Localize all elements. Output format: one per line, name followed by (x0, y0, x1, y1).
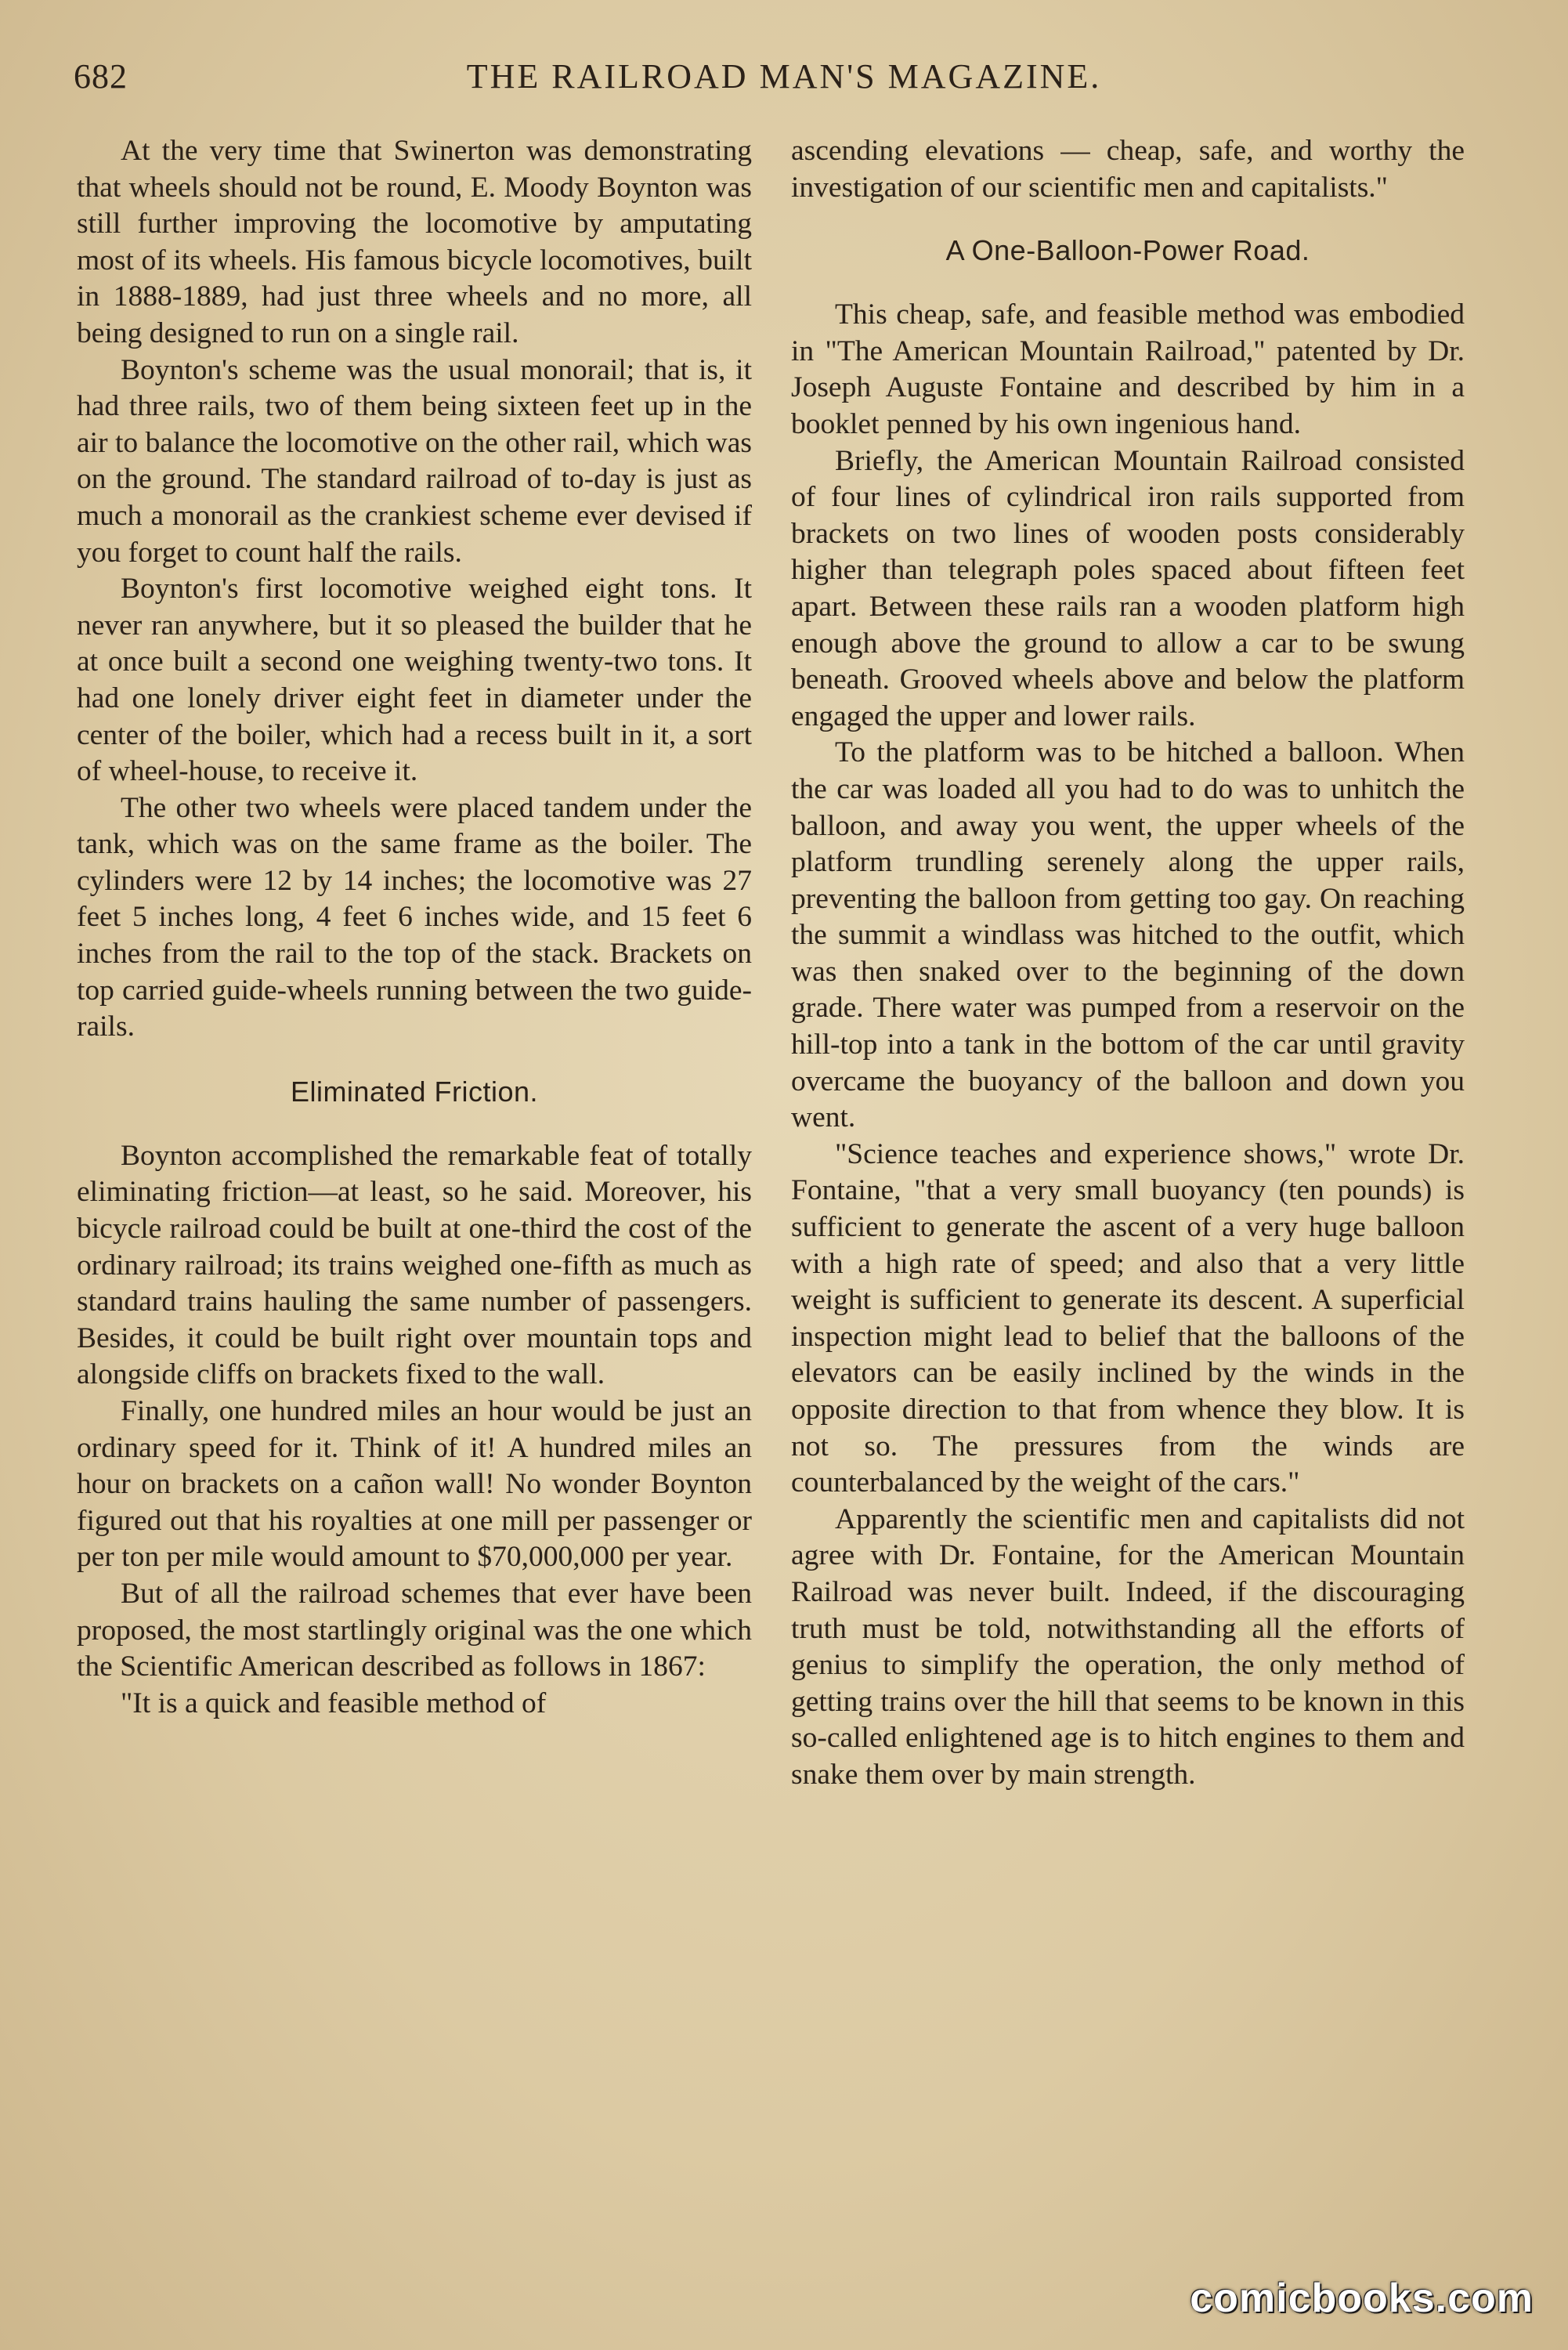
paragraph: Boynton's first locomotive weighed eight tons. It never ran anywhere, but it so pleased the builder that he at once built a second one weighing twenty-two tons. It had one lonely driver eight feet in diameter under the center of the boiler, which had a recess built in it, a sort of wheel-house, to receive it. (77, 573, 752, 788)
running-head (0, 47, 1568, 110)
paragraph-continuation: ascending elevations — cheap, safe, and worthy the investigation of our scientific men and capitalists." (791, 135, 1465, 204)
paragraph: Briefly, the American Mountain Railroad consisted of four lines of cylindrical iron rails supported from brackets on two lines of wooden posts considerably higher than telegraph poles spaced about fifteen feet apart. Between these rails ran a wooden platform high enough above the ground to allow a car to be swung beneath. Grooved wheels above and below the platform engaged the upper and lower rails. (791, 444, 1465, 732)
paragraph: Boynton's scheme was the usual monorail; that is, it had three rails, two of them being sixteen feet up in the air to balance the locomotive on the other rail, which was on the ground. The standard railroad of to-day is just as much a monorail as the crankiest scheme ever devised if you forget to count half the rails. (77, 353, 752, 569)
section-heading: Eliminated Friction. (290, 1075, 539, 1108)
paragraph: To the platform was to be hitched a balloon. When the car was loaded all you had to do was to unhitch the balloon, and away you went, the upper wheels of the platform trundling serenely along the upper rails, preventing the balloon from getting too gay. On reaching the summit a windlass was hitched to the outfit, which was then snaked over to the beginning of the down grade. There water was pumped from a reservoir on the hill-top into a tank in the bottom of the car until gravity overcame the buoyancy of the balloon and down you went. (791, 736, 1465, 1134)
right-column (791, 133, 1465, 1794)
paragraph: This cheap, safe, and feasible method was embodied in "The American Mountain Railroad," patented by Dr. Joseph Auguste Fontaine and described by him in a booklet penned by his own ingenious hand. (791, 298, 1465, 440)
site-watermark: comicbooks.com (1190, 2276, 1534, 2321)
paragraph: "It is a quick and feasible method of (121, 1687, 547, 1719)
paragraph: "Science teaches and experience shows," wrote Dr. Fontaine, "that a very small buoyancy (ten pounds) is sufficient to generate the ascent of a very huge balloon with a high rate of speed; and also that a very little weight is sufficient to generate its descent. A superficial inspection might lead to belief that the balloons of the elevators can be easily inclined by the winds in the opposite direction to that from whence they blow. It is not so. The pressures from the winds are counterbalanced by the weight of the cars." (791, 1137, 1465, 1499)
left-column (77, 133, 752, 1722)
paragraph: Apparently the scientific men and capitalists did not agree with Dr. Fontaine, for the American Mountain Railroad was never built. Indeed, if the discouraging truth must be told, notwithstanding all the efforts of genius to simplify the operation, the only method of getting trains over the hill that seems to be known in this so-called enlightened age is to hitch engines to them and snake them over by main strength. (791, 1502, 1465, 1791)
paragraph: Boynton accomplished the remarkable feat of totally eliminating friction—at least, so he said. Moreover, his bicycle railroad could be built at one-third the cost of the ordinary railroad; its trains weighed one-fifth as much as standard trains hauling the same number of passengers. Besides, it could be built right over mountain tops and alongside cliffs on brackets fixed to the wall. (77, 1139, 752, 1391)
paragraph: But of all the railroad schemes that ever have been proposed, the most startlingly original was the one which the Scientific American described as follows in 1867: (77, 1577, 752, 1683)
paragraph: Finally, one hundred miles an hour would be just an ordinary speed for it. Think of it! A hundred miles an hour on brackets on a cañon wall! No wonder Boynton figured out that his royalties at one mill per passenger or per ton per mile would amount to $70,000,000 per year. (77, 1395, 752, 1574)
page-number: 682 (74, 57, 128, 96)
section-heading: A One-Balloon-Power Road. (945, 234, 1310, 267)
paragraph: At the very time that Swinerton was demonstrating that wheels should not be round, E. Moody Boynton was still further improving the locomotive by amputating most of its wheels. His famous bicycle locomotives, built in 1888-1889, had just three wheels and no more, all being designed to run on a single rail. (77, 135, 752, 349)
paragraph: The other two wheels were placed tandem under the tank, which was on the same frame as the boiler. The cylinders were 12 by 14 inches; the locomotive was 27 feet 5 inches long, 4 feet 6 inches wide, and 15 feet 6 inches from the rail to the top of the stack. Brackets on top carried guide-wheels running between the two guide-rails. (77, 791, 752, 1043)
magazine-title: THE RAILROAD MAN'S MAGAZINE. (466, 57, 1102, 96)
